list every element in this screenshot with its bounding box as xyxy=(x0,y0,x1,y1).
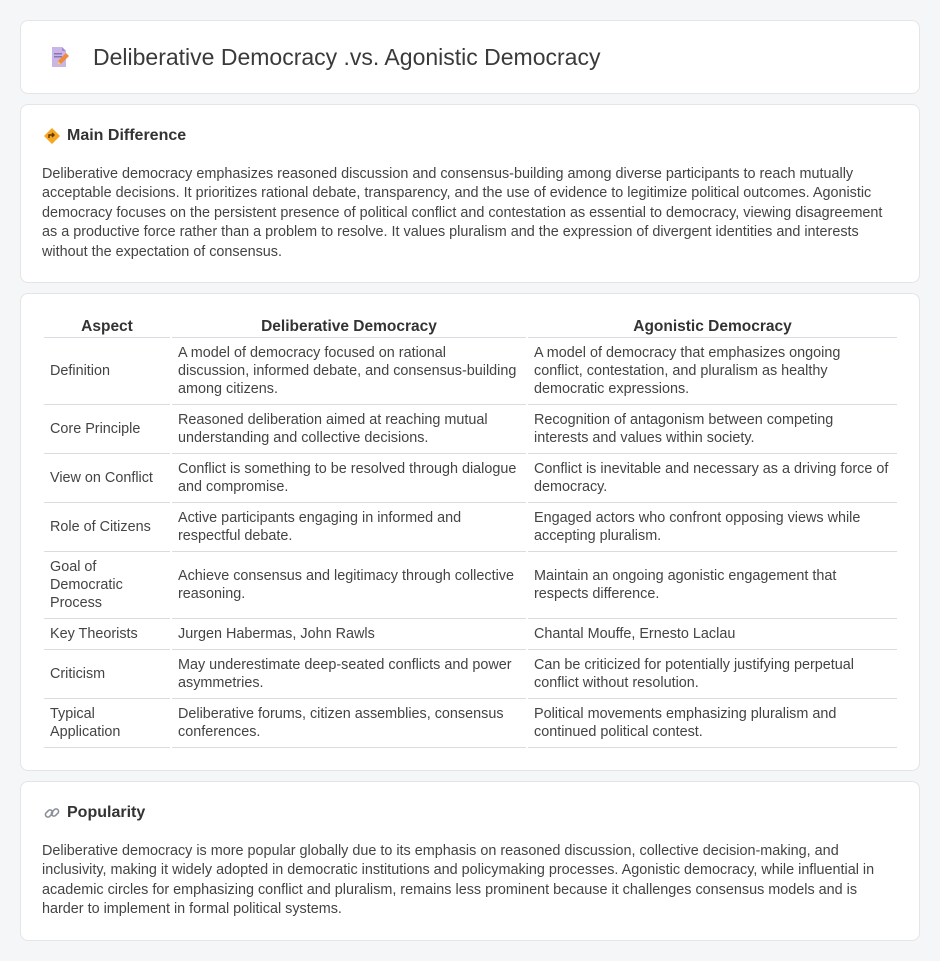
table-cell-deliberative: Deliberative forums, citizen assemblies, consensus conferences. xyxy=(172,699,526,748)
table-cell-deliberative: Reasoned deliberation aimed at reaching mutual understanding and collective decisions. xyxy=(172,405,526,454)
page-title: Deliberative Democracy .vs. Agonistic Democracy xyxy=(93,43,601,70)
link-icon xyxy=(43,804,61,822)
table-row xyxy=(44,619,897,650)
popularity-card xyxy=(20,781,920,941)
table-row xyxy=(44,552,897,619)
table-cell-aspect: View on Conflict xyxy=(44,454,170,503)
table-row xyxy=(44,338,897,405)
table-cell-aspect: Criticism xyxy=(44,650,170,699)
comparison-card xyxy=(20,293,920,771)
comparison-table xyxy=(42,316,899,748)
table-cell-aspect: Typical Application xyxy=(44,699,170,748)
table-row xyxy=(44,650,897,699)
popularity-title: Popularity xyxy=(67,804,146,821)
table-cell-deliberative: Conflict is something to be resolved through dialogue and compromise. xyxy=(172,454,526,503)
main-difference-card xyxy=(20,104,920,283)
table-cell-agonistic: Conflict is inevitable and necessary as a driving force of democracy. xyxy=(528,454,897,503)
main-difference-title: Main Difference xyxy=(67,127,187,144)
table-cell-agonistic: Recognition of antagonism between competing interests and values within society. xyxy=(528,405,897,454)
table-cell-aspect: Definition xyxy=(44,338,170,405)
table-row xyxy=(44,405,897,454)
main-difference-heading xyxy=(43,127,186,145)
table-cell-aspect: Core Principle xyxy=(44,405,170,454)
popularity-heading xyxy=(43,804,145,822)
table-cell-deliberative: Jurgen Habermas, John Rawls xyxy=(172,619,526,650)
main-difference-text: Deliberative democracy emphasizes reasoned discussion and consensus-building among diverse participants to reach mutually acceptable decisions. It prioritizes rational debate, transparency, and the use of evidence to legitimize political outcomes. Agonistic democracy focuses on the persistent presence of political conflict and contestation as essential to democracy, viewing disagreement as a productive force rather than a problem to resolve. It values pluralism and the expression of divergent identities and interests without the expectation of consensus. xyxy=(42,166,883,260)
table-cell-agonistic: Maintain an ongoing agonistic engagement that respects difference. xyxy=(528,552,897,619)
popularity-text: Deliberative democracy is more popular globally due to its emphasis on reasoned discussion, collective decision-making, and inclusivity, making it widely adopted in democratic institutions and policymaking processes. Agonistic democracy, while influential in academic circles for emphasizing conflict and pluralism, remains less prominent because it challenges consensus models and is harder to implement in formal political systems. xyxy=(42,843,875,918)
table-row xyxy=(44,503,897,552)
table-cell-deliberative: Achieve consensus and legitimacy through collective reasoning. xyxy=(172,552,526,619)
table-cell-aspect: Key Theorists xyxy=(44,619,170,650)
table-cell-aspect: Role of Citizens xyxy=(44,503,170,552)
table-cell-deliberative: Active participants engaging in informed and respectful debate. xyxy=(172,503,526,552)
table-cell-deliberative: May underestimate deep-seated conflicts and power asymmetries. xyxy=(172,650,526,699)
table-cell-agonistic: A model of democracy that emphasizes ongoing conflict, contestation, and pluralism as healthy democratic expressions. xyxy=(528,338,897,405)
document-edit-icon xyxy=(47,45,71,69)
table-row xyxy=(44,454,897,503)
header-card xyxy=(20,20,920,94)
table-cell-deliberative: A model of democracy focused on rational discussion, informed debate, and consensus-building among citizens. xyxy=(172,338,526,405)
column-header-agonistic: Agonistic Democracy xyxy=(528,316,897,338)
table-cell-agonistic: Engaged actors who confront opposing views while accepting pluralism. xyxy=(528,503,897,552)
table-cell-aspect: Goal of Democratic Process xyxy=(44,552,170,619)
table-cell-agonistic: Can be criticized for potentially justifying perpetual conflict without resolution. xyxy=(528,650,897,699)
table-row xyxy=(44,699,897,748)
column-header-aspect: Aspect xyxy=(44,316,170,338)
table-header-row xyxy=(44,316,897,338)
diamond-sign-icon xyxy=(43,127,61,145)
column-header-deliberative: Deliberative Democracy xyxy=(172,316,526,338)
table-cell-agonistic: Chantal Mouffe, Ernesto Laclau xyxy=(528,619,897,650)
table-cell-agonistic: Political movements emphasizing pluralism and continued political contest. xyxy=(528,699,897,748)
